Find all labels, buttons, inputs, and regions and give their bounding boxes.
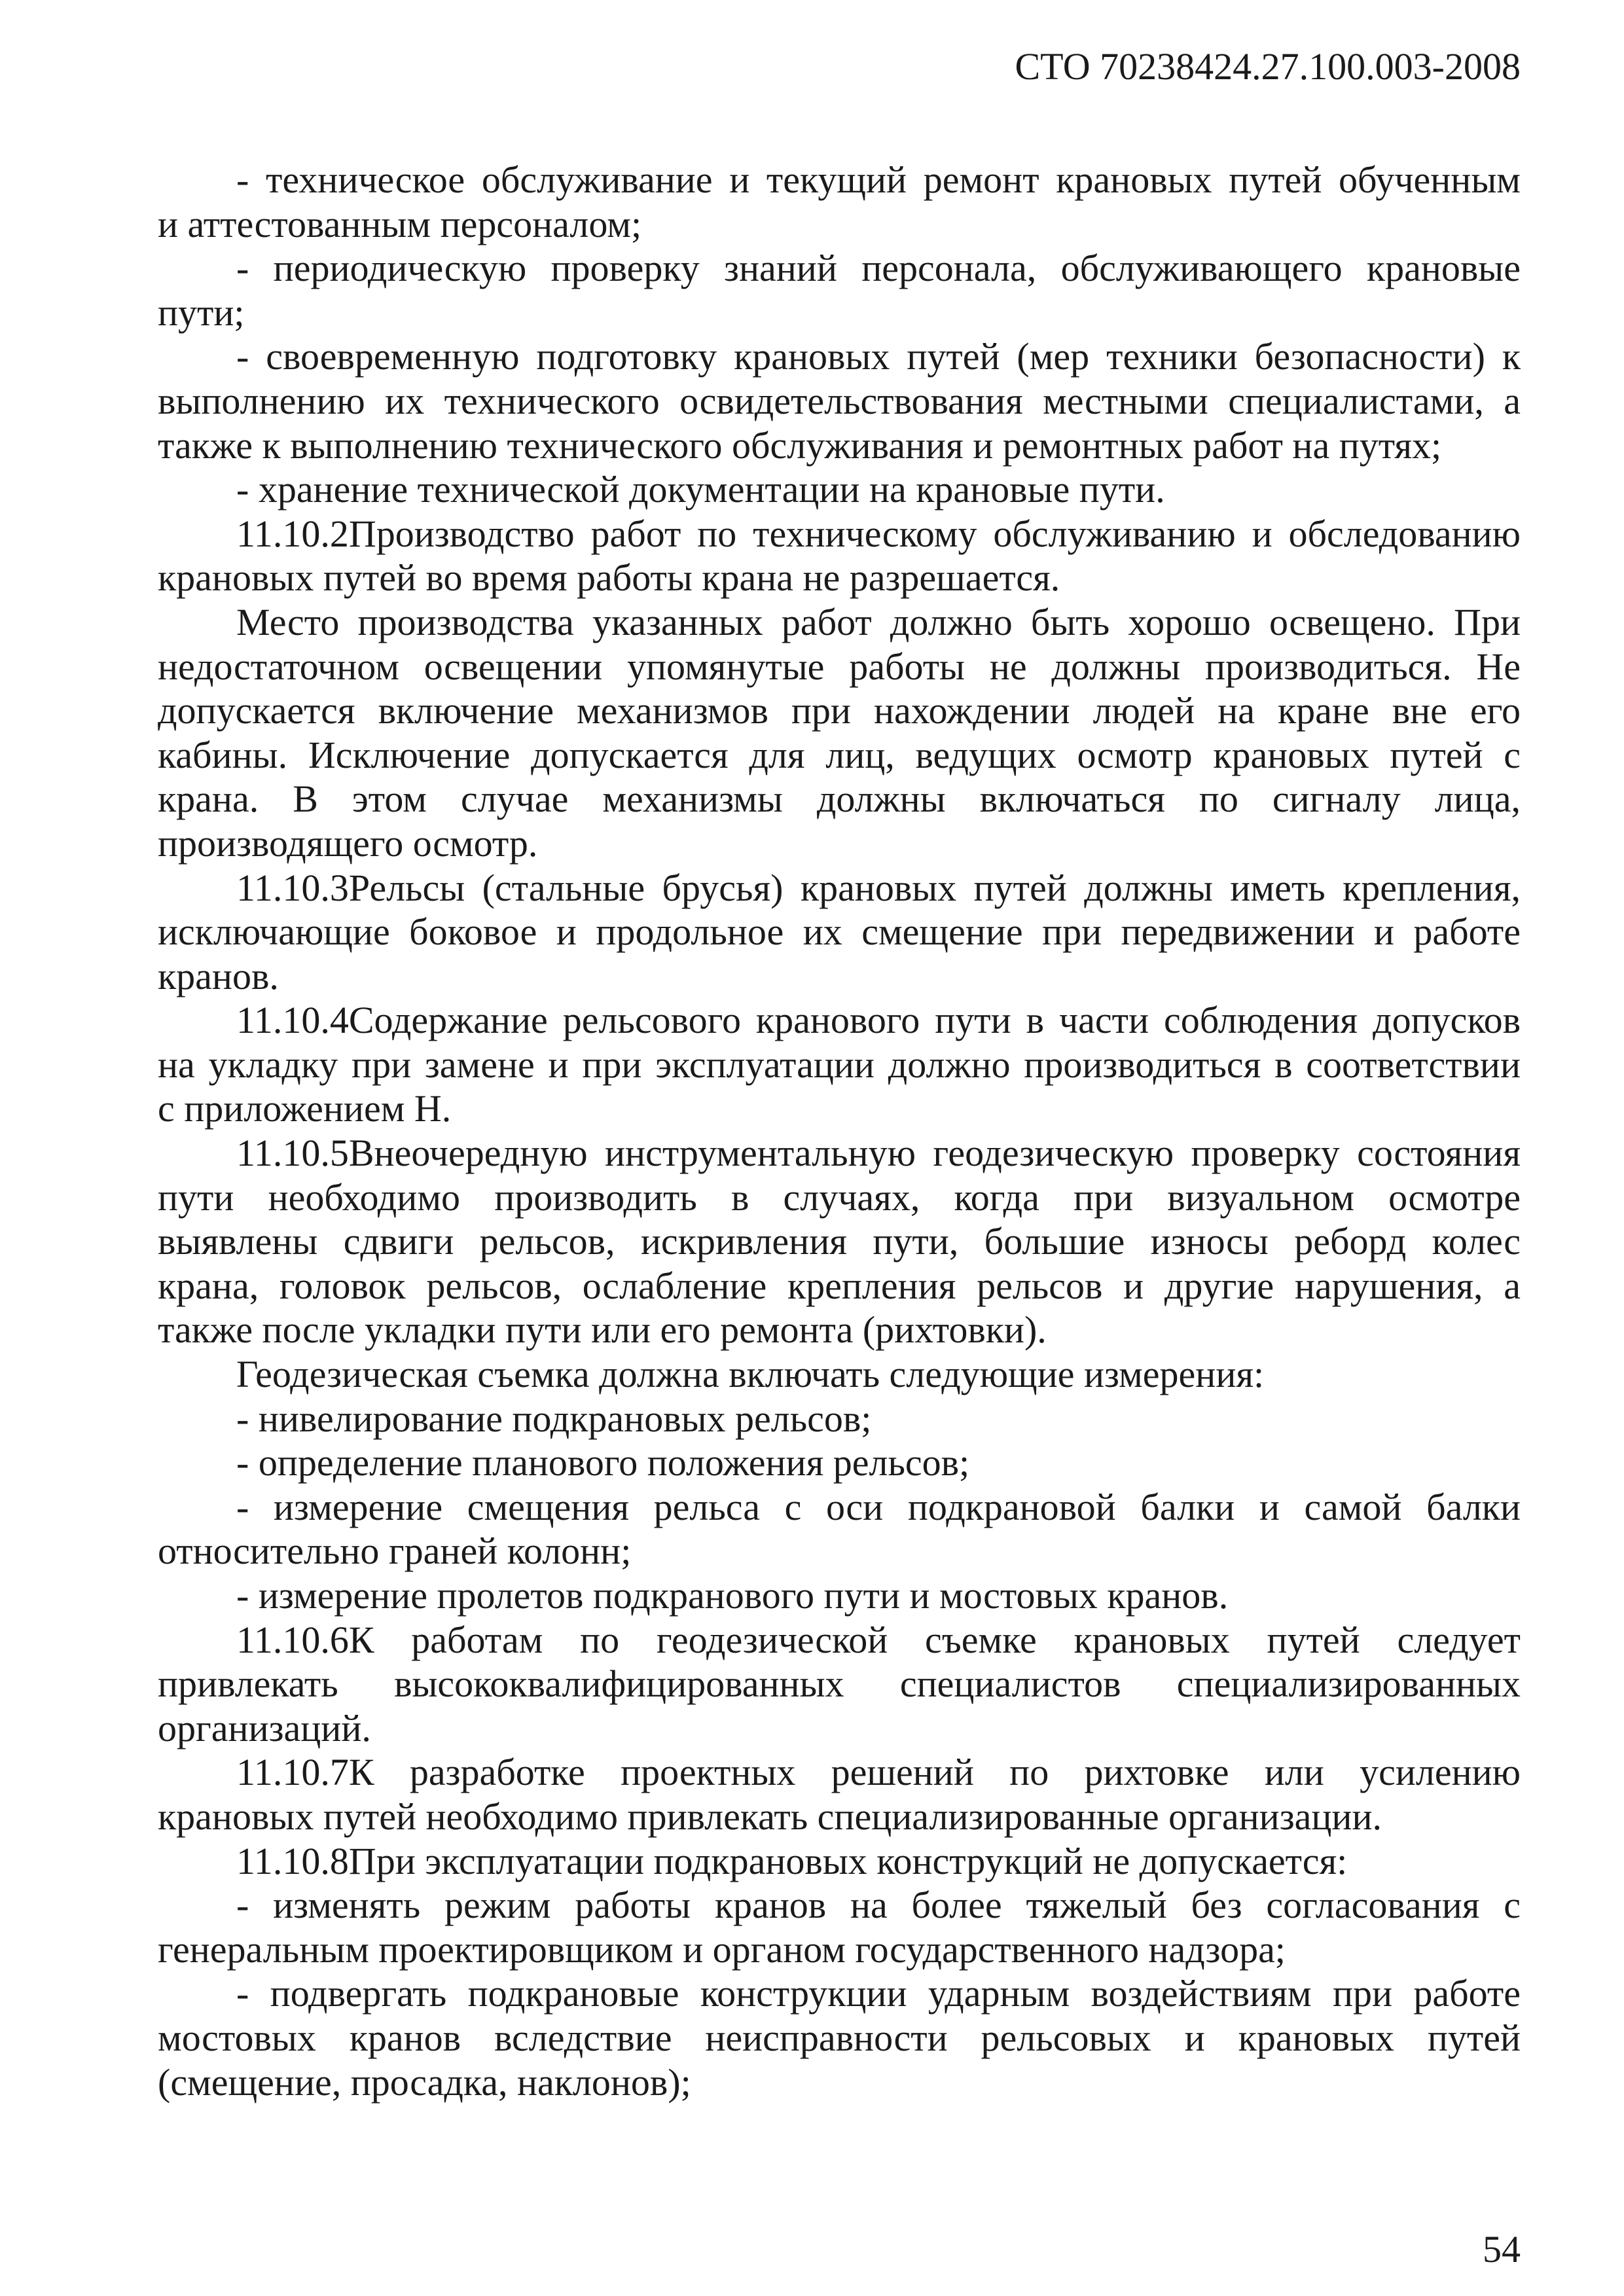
paragraph-survey-intro	[158, 1352, 1521, 1397]
text-line: Геодезическая съемка должна включать следующие измерения:	[236, 1353, 1265, 1396]
clause-11-10-2	[158, 512, 1521, 600]
text-line: с приложением Н.	[158, 1087, 452, 1130]
text-line: - измерение смещения рельса с оси подкрановой балки и самой балки	[236, 1485, 1521, 1528]
text-line: 11.10.8При эксплуатации подкрановых конструкций не допускается:	[236, 1839, 1348, 1882]
list-item-rail-offset	[158, 1485, 1521, 1573]
text-line: 11.10.4Содержание рельсового кранового пути в части соблюдения допусков	[236, 999, 1521, 1042]
text-line: - периодическую проверку знаний персонала, обслуживающего крановые	[236, 247, 1521, 290]
text-line: - своевременную подготовку крановых путей (мер техники безопасности) к	[236, 335, 1521, 378]
list-item-operating-mode	[158, 1883, 1521, 1971]
text-line: крановых путей во время работы крана не разрешается.	[158, 556, 1060, 600]
text-line: кранов.	[158, 954, 279, 997]
clause-11-10-8	[158, 1839, 1521, 1884]
list-item-knowledge-check	[158, 246, 1521, 334]
text-line: - изменять режим работы кранов на более тяжелый без согласования с	[236, 1884, 1521, 1927]
text-line: привлекать высококвалифицированных специалистов специализированных	[158, 1662, 1521, 1706]
paragraph-lighting-requirements	[158, 600, 1521, 866]
text-line: - определение планового положения рельсов;	[236, 1441, 970, 1484]
clause-11-10-7	[158, 1750, 1521, 1839]
text-line: выявлены сдвиги рельсов, искривления пути, большие износы реборд колес	[158, 1220, 1521, 1263]
text-line: также к выполнению технического обслуживания и ремонтных работ на путях;	[158, 423, 1442, 467]
text-line: крана, головок рельсов, ослабление крепления рельсов и другие нарушения, а	[158, 1264, 1521, 1307]
text-line: 11.10.7К разработке проектных решений по рихтовке или усилению	[236, 1751, 1521, 1794]
text-line: кабины. Исключение допускается для лиц, ведущих осмотр крановых путей с	[158, 733, 1521, 776]
text-line: пути;	[158, 291, 245, 334]
list-item-timely-preparation	[158, 334, 1521, 467]
text-line: недостаточном освещении упомянутые работы не должны производиться. Не	[158, 645, 1521, 688]
text-line: - подвергать подкрановые конструкции ударным воздействиям при работе	[236, 1972, 1521, 2015]
clause-11-10-3	[158, 866, 1521, 999]
text-line: относительно граней колонн;	[158, 1530, 632, 1573]
text-line: производящего осмотр.	[158, 821, 538, 865]
clause-11-10-5	[158, 1131, 1521, 1352]
text-line: Место производства указанных работ должно быть хорошо освещено. При	[236, 600, 1521, 643]
text-line: 11.10.3Рельсы (стальные брусья) крановых путей должны иметь крепления,	[236, 866, 1521, 909]
document-code-header: СТО 70238424.27.100.003-2008	[1015, 45, 1521, 88]
text-line: 11.10.2Производство работ по техническому обслуживанию и обследованию	[236, 512, 1521, 555]
text-line: крана. В этом случае механизмы должны включаться по сигналу лица,	[158, 778, 1521, 821]
text-line: - хранение технической документации на крановые пути.	[236, 468, 1165, 511]
text-line: исключающие боковое и продольное их смещение при передвижении и работе	[158, 910, 1521, 954]
list-item-documentation-storage	[158, 467, 1521, 512]
clause-11-10-6	[158, 1618, 1521, 1751]
text-line: и аттестованным персоналом;	[158, 202, 642, 245]
text-line: мостовых кранов вследствие неисправности рельсовых и крановых путей	[158, 2016, 1521, 2059]
text-line: 11.10.5Внеочередную инструментальную геодезическую проверку состояния	[236, 1132, 1521, 1175]
list-item-maintenance	[158, 158, 1521, 246]
text-line: - техническое обслуживание и текущий ремонт крановых путей обученным	[236, 158, 1521, 201]
text-line: - нивелирование подкрановых рельсов;	[236, 1397, 872, 1440]
list-item-impact-loads	[158, 1971, 1521, 2104]
clause-11-10-4	[158, 998, 1521, 1131]
text-line: (смещение, просадка, наклонов);	[158, 2060, 691, 2104]
text-line: организаций.	[158, 1706, 371, 1749]
text-line: на укладку при замене и при эксплуатации должно производиться в соответствии	[158, 1043, 1521, 1086]
text-line: допускается включение механизмов при нахождении людей на кране вне его	[158, 689, 1521, 732]
list-item-span-measurement	[158, 1573, 1521, 1618]
text-line: - измерение пролетов подкранового пути и мостовых кранов.	[236, 1574, 1229, 1617]
text-line: 11.10.6К работам по геодезической съемке крановых путей следует	[236, 1618, 1521, 1661]
document-body	[158, 158, 1521, 2104]
text-line: выполнению их технического освидетельствования местными специалистами, а	[158, 379, 1521, 422]
list-item-plan-position	[158, 1441, 1521, 1485]
text-line: генеральным проектировщиком и органом государственного надзора;	[158, 1928, 1286, 1971]
list-item-leveling	[158, 1397, 1521, 1441]
text-line: также после укладки пути или его ремонта (рихтовки).	[158, 1308, 1047, 1352]
text-line: пути необходимо производить в случаях, когда при визуальном осмотре	[158, 1175, 1521, 1219]
page-number: 54	[1483, 2228, 1521, 2270]
text-line: крановых путей необходимо привлекать специализированные организации.	[158, 1795, 1382, 1838]
